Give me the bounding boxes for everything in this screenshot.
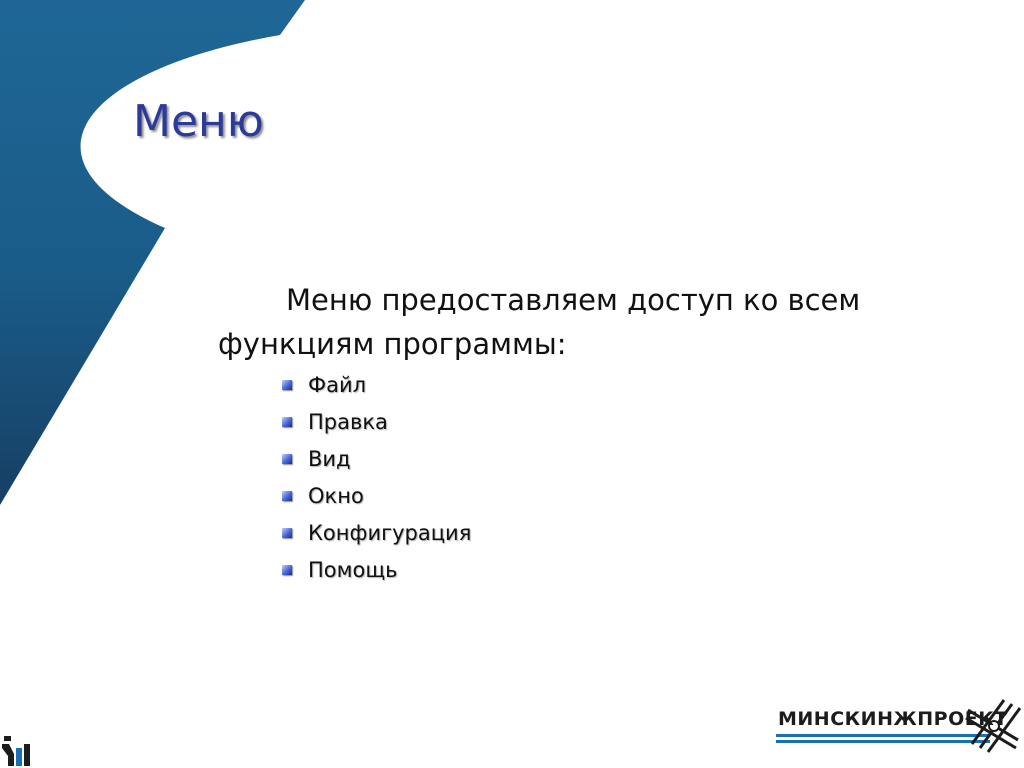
square-bullet-icon — [282, 528, 292, 538]
square-bullet-icon — [282, 565, 292, 575]
square-bullet-icon — [282, 454, 292, 464]
list-item — [282, 440, 471, 477]
company-name: МИНСКИНЖПРОЕКТ — [778, 708, 1008, 730]
list-item-label: Вид — [308, 446, 351, 471]
list-item — [282, 366, 471, 403]
list-item — [282, 551, 471, 588]
menu-items-list — [282, 366, 471, 588]
square-bullet-icon — [282, 491, 292, 501]
square-bullet-icon — [282, 380, 292, 390]
list-item — [282, 477, 471, 514]
intro-text: Меню предоставляем доступ ко всем функциям программы: — [218, 283, 861, 361]
list-item-label: Конфигурация — [308, 520, 472, 545]
list-item-label: Помощь — [308, 557, 398, 582]
corner-emblem-icon — [0, 734, 34, 768]
list-item — [282, 514, 471, 551]
list-item-label: Файл — [308, 372, 367, 397]
company-logo — [772, 696, 1022, 758]
list-item-label: Окно — [308, 483, 364, 508]
background-swoosh-shape — [0, 0, 320, 520]
list-item — [282, 403, 471, 440]
square-bullet-icon — [282, 417, 292, 427]
slide-title: Меню — [133, 96, 264, 147]
list-item-label: Правка — [308, 409, 388, 434]
